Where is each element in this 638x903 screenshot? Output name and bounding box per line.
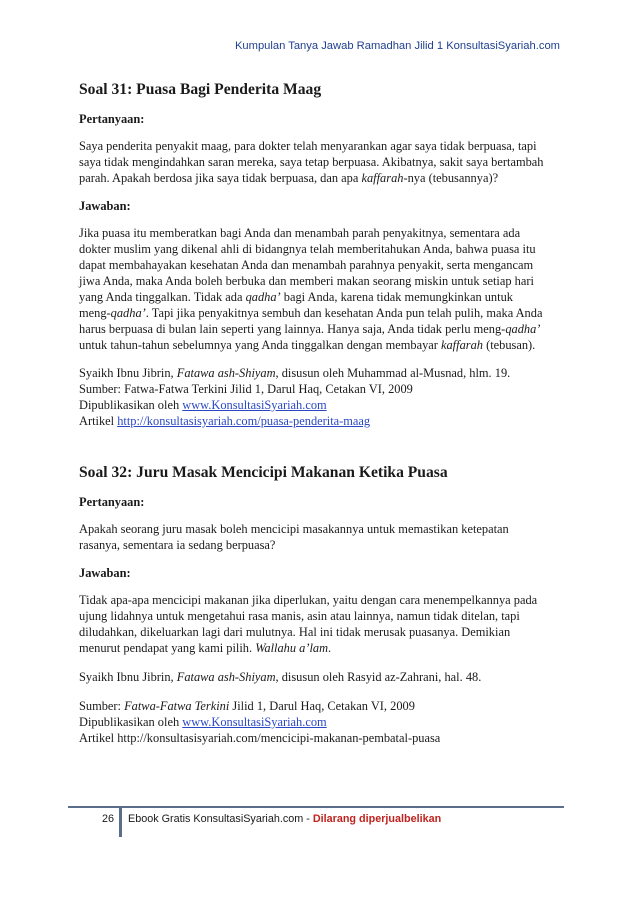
publish-line: Dipublikasikan oleh www.KonsultasiSyariah.com [79, 398, 327, 412]
section-title: Soal 31: Puasa Bagi Penderita Maag [79, 81, 322, 98]
text-line: Apakah seorang juru masak boleh mencicipi masakannya untuk memastikan ketepatan [79, 522, 509, 536]
article-link[interactable]: http://konsultasisyariah.com/puasa-penderita-maag [117, 414, 371, 428]
text-line: Saya penderita penyakit maag, para dokter telah menyarankan agar saya tidak berpuasa, tapi [79, 139, 537, 153]
footer-rule [68, 806, 564, 808]
text-line: rasanya, sementara ia sedang berpuasa? [79, 538, 276, 552]
text-line: parah. Apakah berdosa jika saya tidak berpuasa, dan apa kaffarah-nya (tebusannya)? [79, 171, 499, 185]
footer-warning: Dilarang diperjualbelikan [312, 813, 442, 825]
text-line: jiwa Anda, maka Anda boleh berbuka dan memberi makan seorang miskin untuk setiap hari [79, 274, 534, 288]
publish-line: Dipublikasikan oleh www.KonsultasiSyariah.com [79, 715, 327, 729]
article-line: Artikel http://konsultasisyariah.com/puasa-penderita-maag [79, 414, 371, 428]
source-line: Syaikh Ibnu Jibrin, Fatawa ash-Shiyam, disusun oleh Rasyid az-Zahrani, hal. 48. [79, 670, 482, 684]
text-line: dapat membahayakan kesehatan Anda dan menambah parahnya penyakit, serta mengancam [79, 258, 534, 272]
section-title: Soal 32: Juru Masak Mencicipi Makanan Ketika Puasa [79, 464, 448, 481]
text-line: meng-qadha’. Tapi jika penyakitnya sembuh dan kesehatan Anda pun telah pulih, maka Anda [79, 306, 543, 320]
text-line: yang Anda tinggalkan. Tidak ada qadha’ bagi Anda, karena tidak memungkinkan untuk [79, 290, 513, 304]
answer-text [79, 225, 574, 353]
source-block [79, 365, 574, 429]
source-line: Syaikh Ibnu Jibrin, Fatawa ash-Shiyam, disusun oleh Muhammad al-Musnad, hlm. 19. [79, 366, 511, 380]
running-header: Kumpulan Tanya Jawab Ramadhan Jilid 1 KonsultasiSyariah.com [234, 40, 560, 52]
text-line: harus berpuasa di bulan lain seperti yang lainnya. Hanya saja, Anda tidak perlu meng-qadha’ [79, 322, 541, 336]
answer-text [79, 592, 574, 656]
question-text [79, 138, 574, 186]
source-block [79, 698, 574, 746]
text-line: untuk tahun-tahun sebelumnya yang Anda tinggalkan dengan membayar kaffarah (tebusan). [79, 338, 536, 352]
text-line: diludahkan, dikeluarkan lagi dari mulutnya. Hal ini tidak merusak puasanya. Demikian [79, 625, 511, 639]
sumber-line: Sumber: Fatwa-Fatwa Terkini Jilid 1, Darul Haq, Cetakan VI, 2009 [79, 699, 415, 713]
page-number: 26 [101, 813, 114, 825]
answer-label: Jawaban: [79, 199, 131, 213]
text-line: Jika puasa itu memberatkan bagi Anda dan menambah parah penyakitnya, sementara ada [79, 226, 521, 240]
question-text [79, 521, 574, 553]
footer-divider [119, 807, 122, 837]
section-soal-31 [79, 80, 574, 429]
text-line: saya tidak mengindahkan saran mereka, saya tetap berpuasa. Akibatnya, sakit saya bertambah [79, 155, 544, 169]
sumber-line: Sumber: Fatwa-Fatwa Terkini Jilid 1, Darul Haq, Cetakan VI, 2009 [79, 382, 413, 396]
publisher-link[interactable]: www.KonsultasiSyariah.com [182, 715, 327, 729]
publisher-link[interactable]: www.KonsultasiSyariah.com [182, 398, 327, 412]
answer-label: Jawaban: [79, 566, 131, 580]
text-line: menurut pendapat yang kami pilih. Wallahu a’lam. [79, 641, 332, 655]
article-line: Artikel http://konsultasisyariah.com/mencicipi-makanan-pembatal-puasa [79, 731, 441, 745]
text-line: ujung lidahnya untuk mengetahui rasa manis, asin atau lainnya, namun tidak ditelan, tapi [79, 609, 520, 623]
section-soal-32 [79, 463, 574, 746]
question-label: Pertanyaan: [79, 495, 145, 509]
question-label: Pertanyaan: [79, 112, 145, 126]
text-line: Tidak apa-apa mencicipi makanan jika diperlukan, yaitu dengan cara menempelkannya pada [79, 593, 538, 607]
text-line: dokter muslim yang dikenal ahli di bidangnya telah memberitahukan Anda, bahwa puasa itu [79, 242, 536, 256]
footer-text: Ebook Gratis KonsultasiSyariah.com - Dilarang diperjualbelikan [128, 813, 442, 825]
page-footer [92, 811, 441, 837]
